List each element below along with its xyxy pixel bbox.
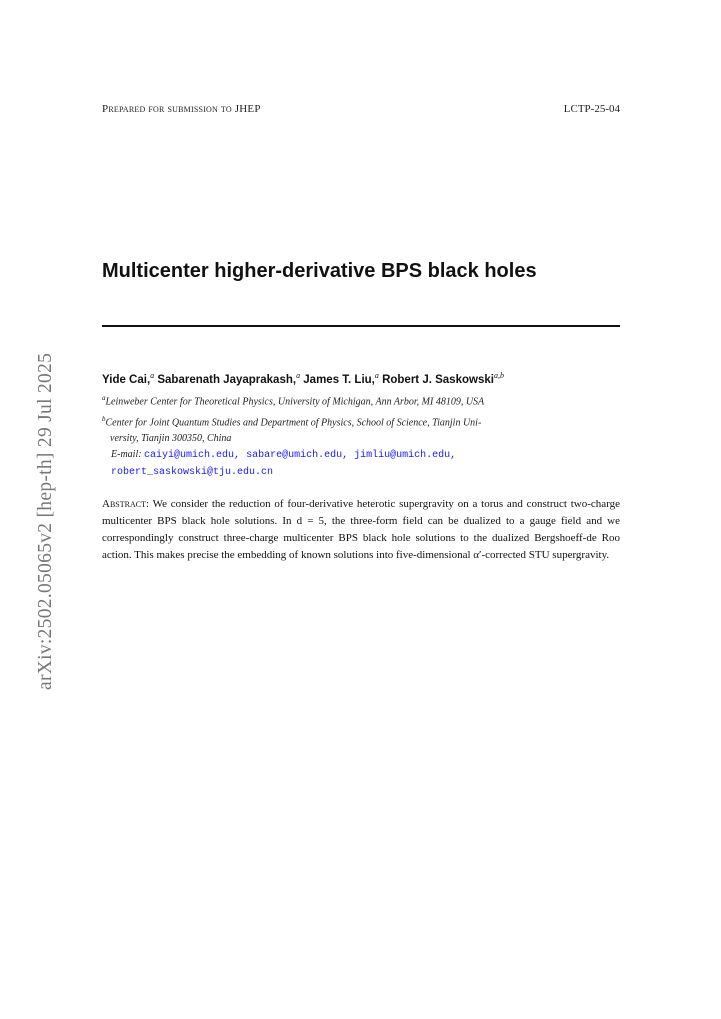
affiliation-text: Leinweber Center for Theoretical Physics, University of Michigan, Ann Arbor, MI 48109, USA <box>105 396 485 408</box>
affiliation-mark: a <box>102 394 106 402</box>
affiliation-text: Center for Joint Quantum Studies and Department of Physics, School of Science, Tianjin Uni- <box>105 417 482 429</box>
author-name: Sabarenath Jayaprakash, <box>157 373 297 386</box>
abstract <box>102 496 620 564</box>
abstract-text: We consider the reduction of four-derivative heterotic supergravity on a torus and construct two-charge multicenter BPS black hole solutions. In d = 5, the three-form field can be dualized to a gauge field and we correspondingly construct three-charge multicenter BPS black hole solutions to the dualized Bergshoeff-de Roo action. This makes precise the embedding of known solutions into five-dimensional α′-corrected STU supergravity. <box>102 498 620 561</box>
email-links[interactable]: caiyi@umich.edu, sabare@umich.edu, jimliu@umich.edu, <box>144 450 457 461</box>
report-number: LCTP-25-04 <box>563 103 620 115</box>
author-affiliation-mark: a <box>374 371 379 380</box>
author-affiliation-mark: a <box>296 371 301 380</box>
affiliation-b <box>102 411 622 447</box>
title-rule <box>102 325 620 327</box>
arxiv-stamp: arXiv:2502.05065v2 [hep-th] 29 Jul 2025 <box>35 352 56 690</box>
author-name: James T. Liu, <box>303 373 375 386</box>
author-affiliation-mark: a <box>150 371 155 380</box>
author-name: Yide Cai, <box>102 373 151 386</box>
author-list <box>102 371 504 386</box>
abstract-label: Abstract: <box>102 498 150 510</box>
email-links[interactable]: robert_saskowski@tju.edu.cn <box>111 467 274 478</box>
journal-header: Prepared for submission to JHEP <box>102 103 261 115</box>
paper-title: Multicenter higher-derivative BPS black holes <box>102 260 537 282</box>
email-block <box>111 447 621 481</box>
author-name: Robert J. Saskowski <box>382 373 494 386</box>
email-label: E-mail: <box>111 449 142 460</box>
affiliation-a <box>102 394 484 407</box>
affiliation-text-continued: versity, Tianjin 300350, China <box>110 433 232 445</box>
author-affiliation-mark: a,b <box>493 371 504 380</box>
affiliation-mark: b <box>102 415 106 423</box>
